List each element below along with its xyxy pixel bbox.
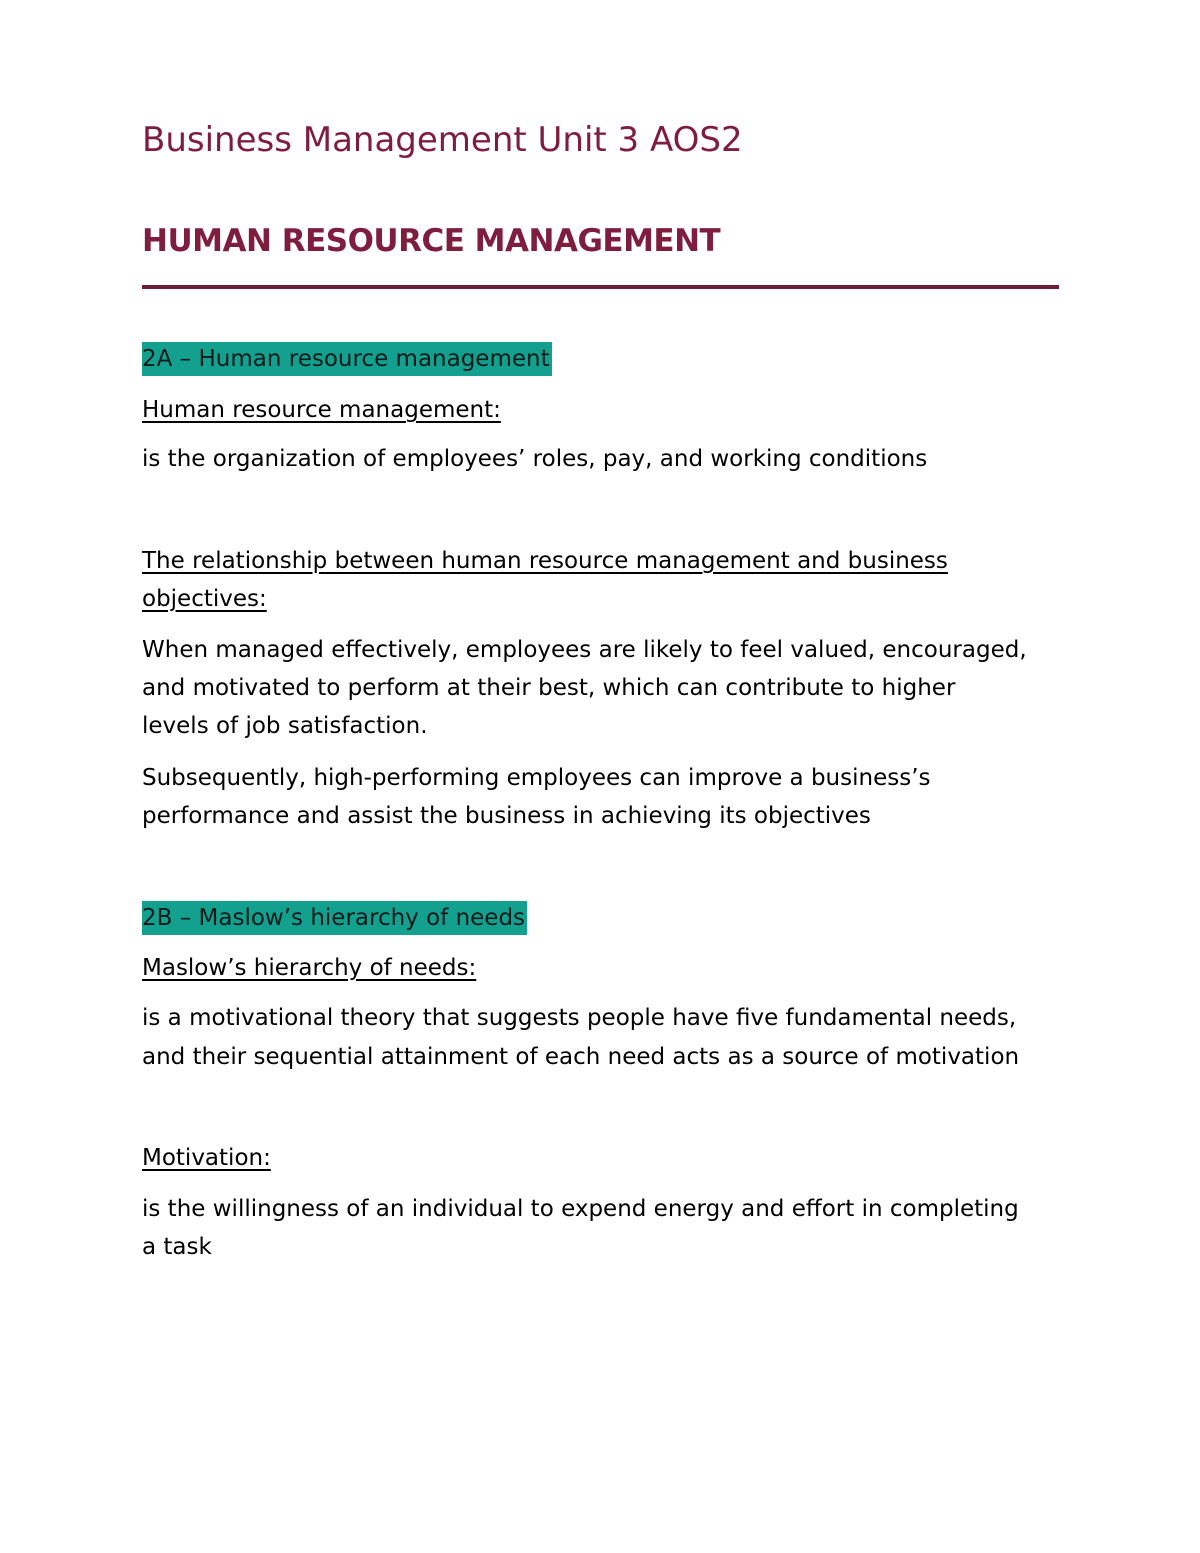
document-subtitle: HUMAN RESOURCE MANAGEMENT — [142, 223, 721, 259]
title-divider — [142, 285, 1059, 289]
paragraph-subsequently-line1: Subsequently, high-performing employees can improve a business’s — [142, 765, 931, 791]
document-page — [142, 0, 1060, 1553]
definition-motivation-line1: is the willingness of an individual to expend energy and effort in completing — [142, 1196, 1019, 1222]
section-heading-2b: 2B – Maslow’s hierarchy of needs — [142, 901, 527, 935]
section-heading-2a: 2A – Human resource management — [142, 342, 552, 376]
term-relationship-line1: The relationship between human resource management and business — [142, 548, 948, 574]
definition-human-resource-management: is the organization of employees’ roles, pay, and working conditions — [142, 446, 928, 472]
term-motivation: Motivation: — [142, 1145, 271, 1171]
term-human-resource-management: Human resource management: — [142, 397, 501, 423]
paragraph-relationship-line2: and motivated to perform at their best, which can contribute to higher — [142, 675, 956, 701]
definition-motivation-line2: a task — [142, 1234, 212, 1260]
term-relationship-line2: objectives: — [142, 586, 267, 612]
paragraph-relationship-line3: levels of job satisfaction. — [142, 713, 428, 739]
definition-maslows-line1: is a motivational theory that suggests people have five fundamental needs, — [142, 1005, 1017, 1031]
definition-maslows-line2: and their sequential attainment of each need acts as a source of motivation — [142, 1044, 1020, 1070]
term-maslows-hierarchy: Maslow’s hierarchy of needs: — [142, 955, 477, 981]
document-title: Business Management Unit 3 AOS2 — [142, 120, 743, 160]
paragraph-subsequently-line2: performance and assist the business in achieving its objectives — [142, 803, 871, 829]
paragraph-relationship-line1: When managed effectively, employees are likely to feel valued, encouraged, — [142, 637, 1027, 663]
